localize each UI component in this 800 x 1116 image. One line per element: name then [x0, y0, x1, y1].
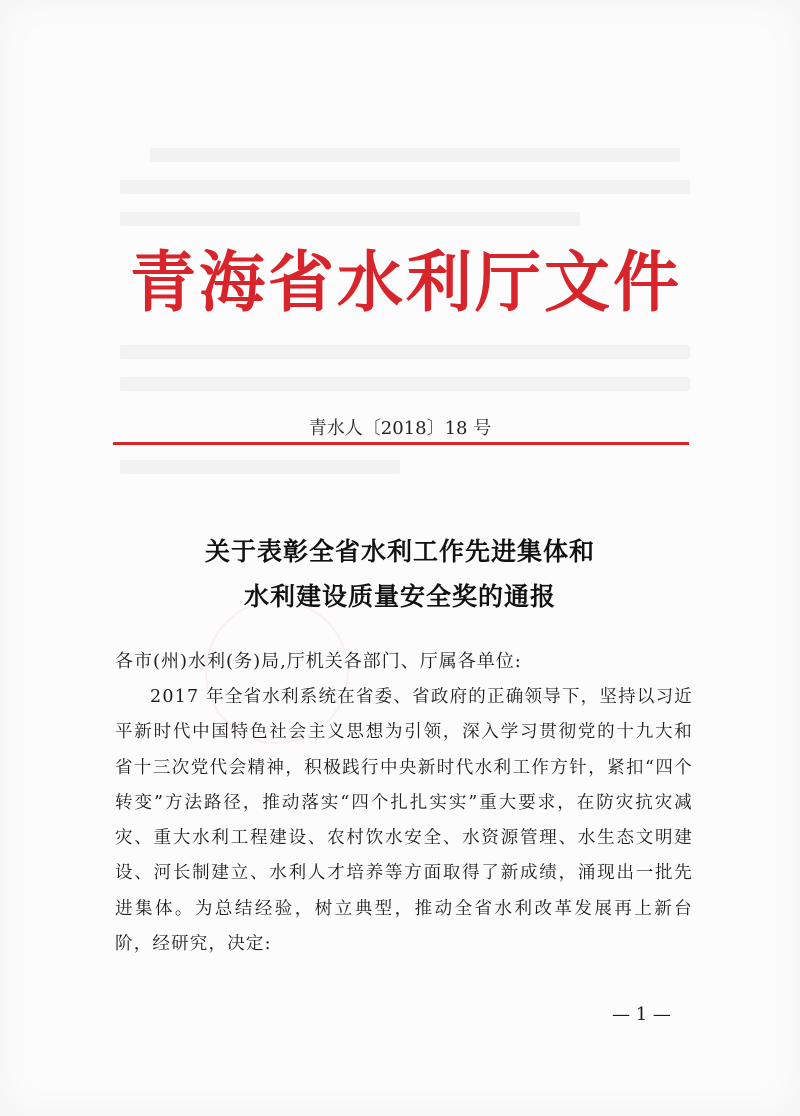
bleed-through-line	[120, 460, 400, 474]
bleed-through-line	[120, 345, 690, 359]
salutation: 各市(州)水利(务)局,厅机关各部门、厅属各单位:	[115, 651, 522, 672]
notice-title-line-1: 关于表彰全省水利工作先进集体和	[204, 537, 595, 566]
document-number: 青水人〔2018〕18 号	[308, 418, 492, 439]
bleed-through-line	[120, 377, 690, 391]
body-paragraph: 2017 年全省水利系统在省委、省政府的正确领导下，坚持以习近平新时代中国特色社会主义思想为引领，深入学习贯彻党的十九大和省十三次党代会精神，积极践行中央新时代水利工作方针，紧扣“四个转变”方法路径，推动落实“四个扎扎实实”重大要求，在防灾抗灾减灾、重大水利工程建设、农村饮水安全、水资源管理、水生态文明建设、河长制建立、水利人才培养等方面取得了新成绩，涌现出一批先进集体。为总结经验，树立典型，推动全省水利改革发展再上新台阶，经研究，决定:	[115, 687, 693, 955]
bleed-through-line	[120, 212, 580, 226]
red-divider-line	[113, 442, 689, 445]
agency-header-title: 青海省水利厅文件	[130, 244, 682, 321]
page-number: — 1 —	[612, 1004, 671, 1025]
notice-title-line-2: 水利建设质量安全奖的通报	[243, 582, 556, 611]
bleed-through-line	[150, 148, 680, 162]
bleed-through-line	[120, 180, 690, 194]
